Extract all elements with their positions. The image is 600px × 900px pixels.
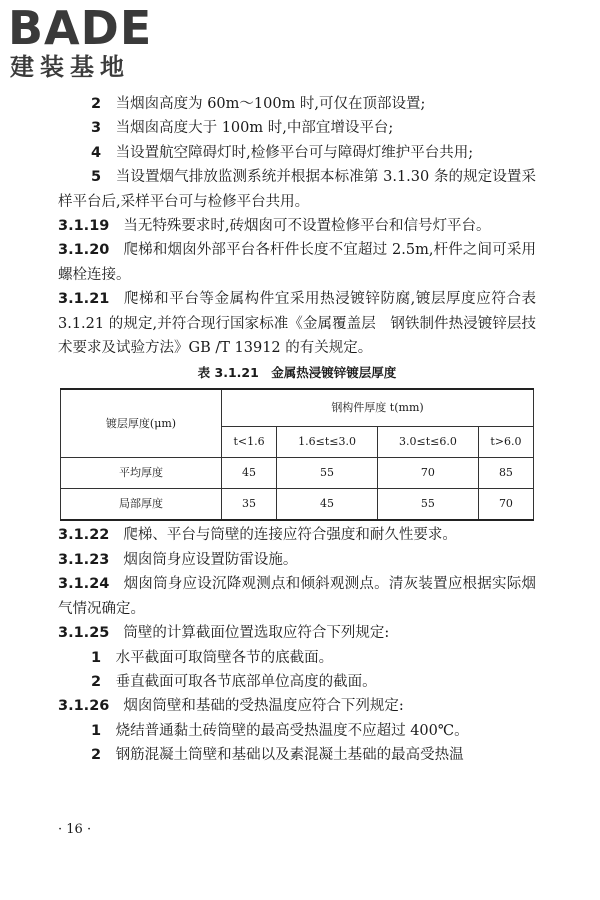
logo-subtitle: 建装基地 <box>10 53 130 81</box>
clause-3-1-23: 3.1.23 烟囱筒身应设置防雷设施。 <box>58 551 298 568</box>
list-item: 2 垂直截面可取各节底部单位高度的截面。 <box>91 673 377 690</box>
row-header-cell: 镀层厚度(μm) <box>61 389 222 458</box>
list-item: 4 当设置航空障碍灯时,检修平台可与障碍灯维护平台共用; <box>91 144 474 161</box>
document-body <box>58 92 536 768</box>
clause-3-1-22: 3.1.22 爬梯、平台与筒壁的连接应符合强度和耐久性要求。 <box>58 527 457 544</box>
list-item: 2 钢筋混凝土筒壁和基础以及素混凝土基础的最高受热温 <box>91 747 464 764</box>
clause-3-1-25: 3.1.25 筒壁的计算截面位置选取应符合下列规定: <box>58 625 390 642</box>
column-header: t>6.0 <box>478 427 533 458</box>
zinc-coating-table <box>60 388 534 521</box>
list-item: 1 烧结普通黏土砖筒壁的最高受热温度不应超过 400℃。 <box>91 722 469 739</box>
clause-3-1-19: 3.1.19 当无特殊要求时,砖烟囱可不设置检修平台和信号灯平台。 <box>58 218 491 235</box>
table-row: 平均厚度 45 55 70 85 <box>61 458 534 489</box>
clause-3-1-26: 3.1.26 烟囱筒壁和基础的受热温度应符合下列规定: <box>58 698 404 715</box>
logo-wordmark: BADE <box>8 1 153 55</box>
table-caption: 表 3.1.21 金属热浸镀锌镀层厚度 <box>197 365 397 381</box>
clause-3-1-20: 3.1.20 爬梯和烟囱外部平台各杆件长度不宜超过 2.5m,杆件之间可采用螺栓连接。 <box>58 242 536 283</box>
page-number: · 16 · <box>58 822 92 837</box>
clause-3-1-21: 3.1.21 爬梯和平台等金属构件宜采用热浸镀锌防腐,镀层厚度应符合表 3.1.21 的规定,并符合现行国家标准《金属覆盖层 钢铁制件热浸镀锌层技术要求及试验方法》GB /T 13912 的有关规定。 <box>58 291 536 357</box>
column-header: t<1.6 <box>222 427 277 458</box>
column-header: 1.6≤t≤3.0 <box>277 427 378 458</box>
bade-logo <box>6 2 176 88</box>
list-item: 2 当烟囱高度为 60m～100m 时,可仅在顶部设置; <box>91 96 426 112</box>
list-item: 3 当烟囱高度大于 100m 时,中部宜增设平台; <box>91 120 394 137</box>
column-group-header: 钢构件厚度 t(mm) <box>222 389 534 427</box>
column-header: 3.0≤t≤6.0 <box>377 427 478 458</box>
table-row: 局部厚度 35 45 55 70 <box>61 489 534 521</box>
clause-3-1-24: 3.1.24 烟囱筒身应设沉降观测点和倾斜观测点。清灰装置应根据实际烟气情况确定。 <box>58 576 536 617</box>
list-item: 5 当设置烟气排放监测系统并根据本标准第 3.1.30 条的规定设置采样平台后,采样平台可与检修平台共用。 <box>58 169 536 210</box>
list-item: 1 水平截面可取筒壁各节的底截面。 <box>91 649 334 666</box>
